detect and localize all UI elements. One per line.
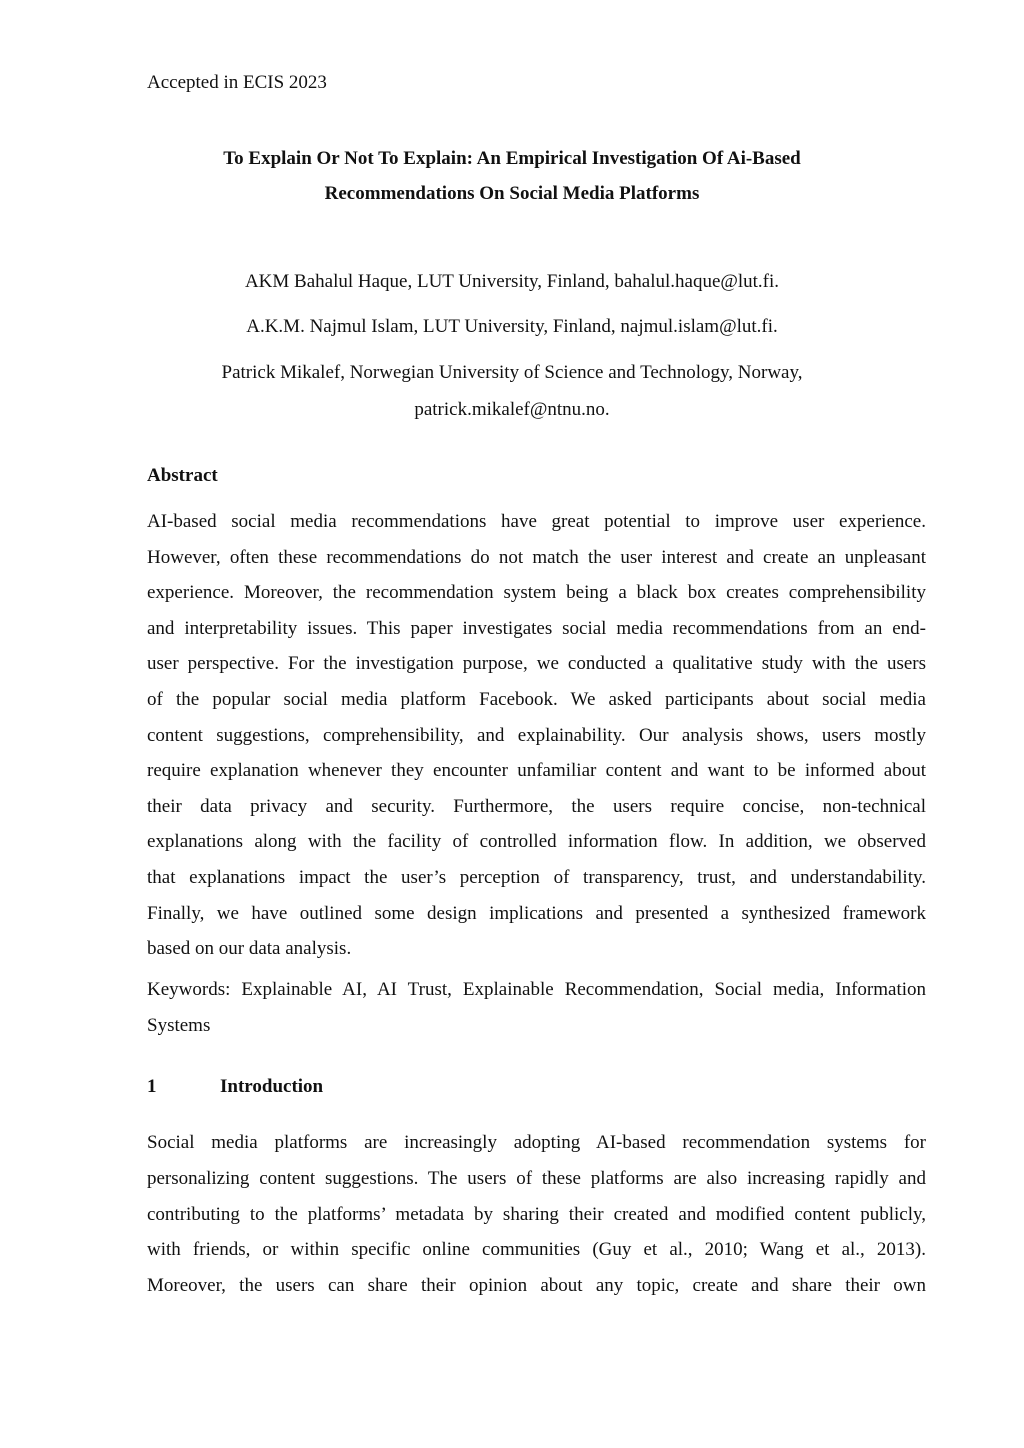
author-2: A.K.M. Najmul Islam, LUT University, Finland, najmul.islam@lut.fi. [246,316,778,337]
paper-title-line-1: To Explain Or Not To Explain: An Empirical Investigation Of Ai-Based [223,148,801,169]
text-line: personalizing content suggestions. The users of these platforms are also increasing rapidly and [147,1167,926,1189]
author-1: AKM Bahalul Haque, LUT University, Finland, bahalul.haque@lut.fi. [244,271,780,292]
text-line: that explanations impact the user’s perception of transparency, trust, and understandability. [147,867,926,888]
text-line: Finally, we have outlined some design implications and presented a synthesized framework [147,902,926,924]
text-line: However, often these recommendations do not match the user interest and create an unpleasant [147,546,926,568]
text-line: experience. Moreover, the recommendation system being a black box creates comprehensibility [147,582,926,604]
paper-title-line-2: Recommendations On Social Media Platforms [324,183,700,204]
text-line: Keywords: Explainable AI, AI Trust, Explainable Recommendation, Social media, Information [147,979,926,1000]
author-3-email: patrick.mikalef@ntnu.no. [414,399,610,420]
text-line: with friends, or within specific online communities (Guy et al., 2010; Wang et al., 2013). [147,1239,926,1261]
text-line: Social media platforms are increasingly adopting AI-based recommendation systems for [147,1132,926,1153]
section-title: Introduction [220,1076,324,1097]
text-line: based on our data analysis. [147,938,352,960]
text-line: require explanation whenever they encounter unfamiliar content and want to be informed about [147,760,926,782]
text-line: of the popular social media platform Facebook. We asked participants about social media [147,689,926,710]
section-number: 1 [147,1076,157,1097]
text-line: content suggestions, comprehensibility, and explainability. Our analysis shows, users mostly [147,724,926,746]
text-line: explanations along with the facility of controlled information flow. In addition, we observed [147,831,926,853]
text-line: Moreover, the users can share their opinion about any topic, create and share their own [147,1275,926,1297]
author-3: Patrick Mikalef, Norwegian University of Science and Technology, Norway, [221,362,803,383]
text-line: and interpretability issues. This paper investigates social media recommendations from an end- [147,617,926,639]
text-line: AI-based social media recommendations have great potential to improve user experience. [147,511,926,532]
text-line: contributing to the platforms’ metadata by sharing their created and modified content publicly, [147,1203,926,1225]
text-line: their data privacy and security. Furthermore, the users require concise, non-technical [147,795,926,817]
page-header: Accepted in ECIS 2023 [147,72,327,93]
text-line: Systems [147,1015,211,1036]
abstract-heading: Abstract [147,465,218,486]
text-line: user perspective. For the investigation purpose, we conducted a qualitative study with the users [147,653,926,675]
